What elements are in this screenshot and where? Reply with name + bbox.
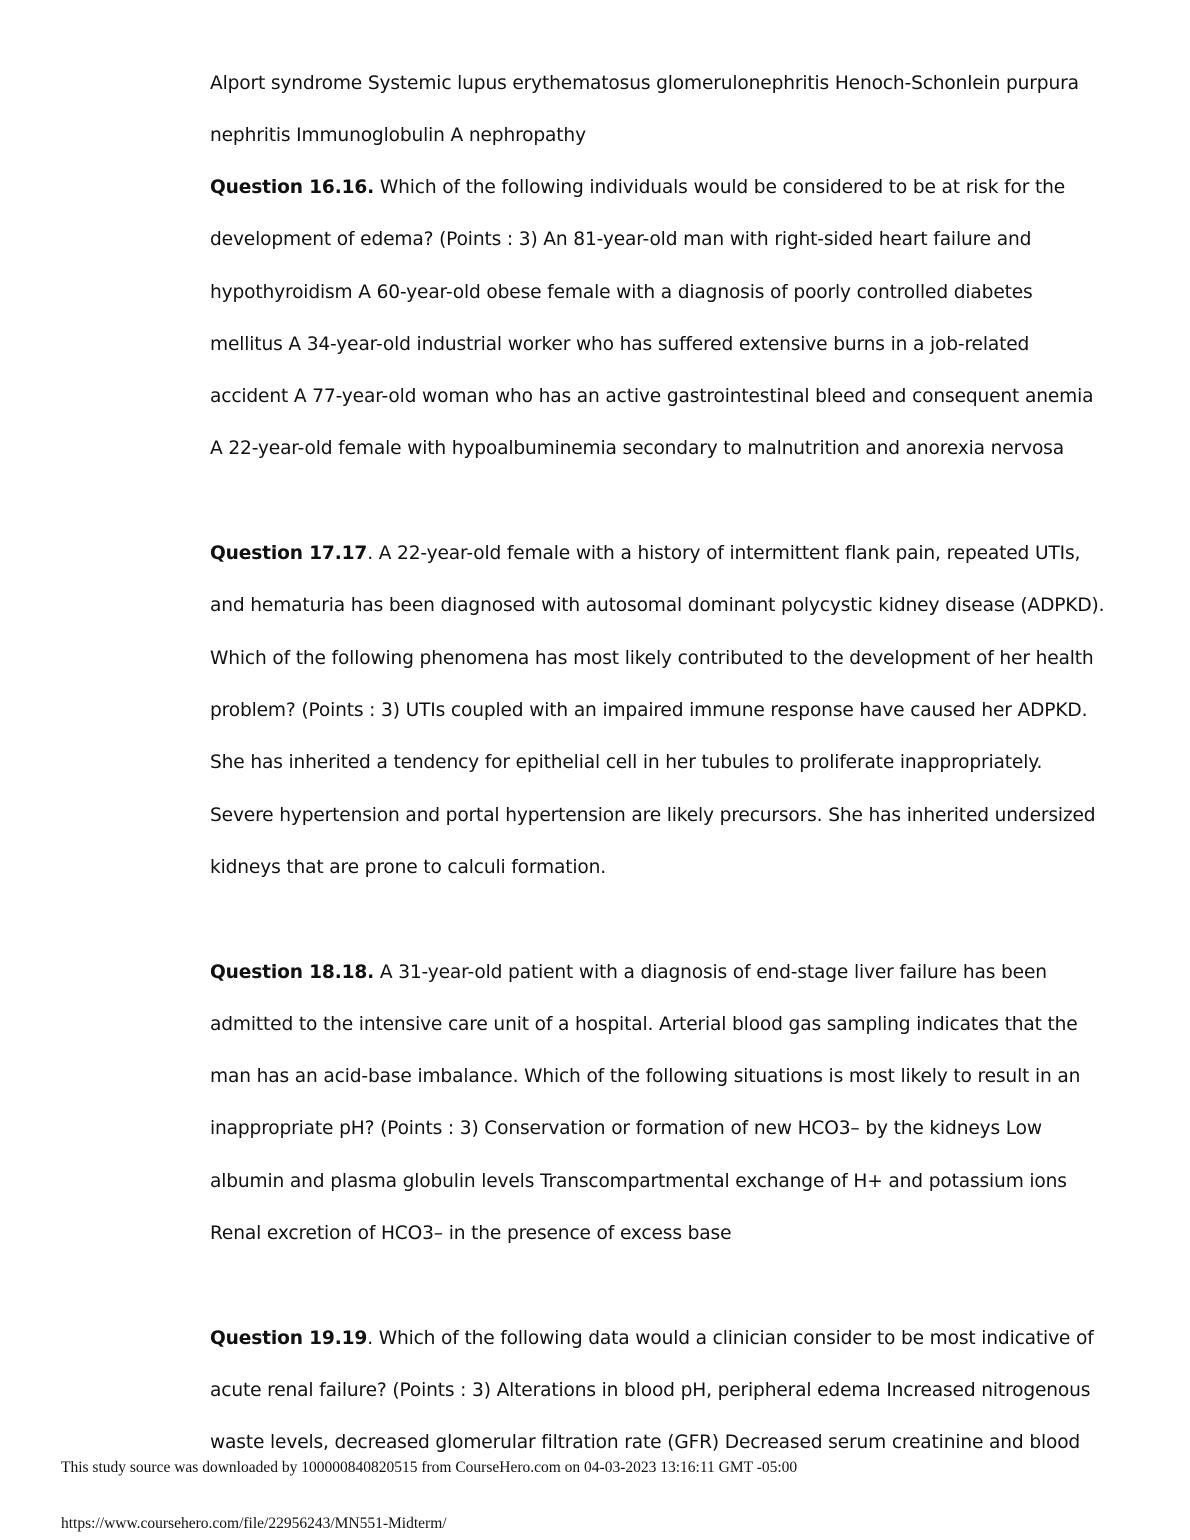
question-heading: Question 19.19	[210, 1328, 368, 1349]
line-text: admitted to the intensive care unit of a hospital. Arterial blood gas sampling indicates that the	[210, 1014, 1078, 1035]
line-text: kidneys that are prone to calculi formation.	[210, 857, 607, 878]
line-text: waste levels, decreased glomerular filtration rate (GFR) Decreased serum creatinine and blood	[210, 1432, 1081, 1453]
line-text: development of edema? (Points : 3) An 81-year-old man with right-sided heart failure and	[210, 229, 1032, 250]
text-line	[210, 751, 1042, 775]
line-text: A 31-year-old patient with a diagnosis of end-stage liver failure has been	[374, 962, 1047, 983]
line-text: Alport syndrome Systemic lupus erythematosus glomerulonephritis Henoch-Schonlein purpura	[210, 73, 1079, 94]
question-heading: Question 17.17	[210, 543, 368, 564]
question-18-line	[210, 961, 1047, 985]
text-line	[210, 385, 1093, 409]
text-line	[210, 281, 1033, 305]
line-text: problem? (Points : 3) UTIs coupled with an impaired immune response have caused her ADPKD.	[210, 700, 1088, 721]
text-line	[210, 1170, 1067, 1194]
question-19-line	[210, 1327, 1094, 1351]
text-line	[210, 647, 1094, 671]
question-16-line	[210, 176, 1065, 200]
line-text: Which of the following individuals would be considered to be at risk for the	[374, 177, 1066, 198]
text-line	[210, 856, 606, 880]
line-text: and hematuria has been diagnosed with autosomal dominant polycystic kidney disease (ADPKD).	[210, 595, 1105, 616]
text-line	[210, 1065, 1080, 1089]
text-line	[210, 1222, 731, 1246]
text-line	[210, 699, 1087, 723]
text-line	[210, 1013, 1078, 1037]
text-line	[210, 228, 1031, 252]
text-line	[210, 333, 1029, 357]
line-text: A 22-year-old female with hypoalbuminemia secondary to malnutrition and anorexia nervosa	[210, 438, 1064, 459]
line-text: nephritis Immunoglobulin A nephropathy	[210, 125, 586, 146]
text-line	[210, 124, 586, 148]
line-text: albumin and plasma globulin levels Transcompartmental exchange of H+ and potassium ions	[210, 1171, 1067, 1192]
question-heading: Question 16.16.	[210, 177, 375, 198]
line-text: man has an acid-base imbalance. Which of the following situations is most likely to result in an	[210, 1066, 1081, 1087]
line-text: Renal excretion of HCO3– in the presence of excess base	[210, 1223, 732, 1244]
line-text: . Which of the following data would a clinician consider to be most indicative of	[367, 1328, 1094, 1349]
question-17-line	[210, 542, 1080, 566]
line-text: acute renal failure? (Points : 3) Alterations in blood pH, peripheral edema Increased nitrogenous	[210, 1380, 1091, 1401]
line-text: Severe hypertension and portal hypertension are likely precursors. She has inherited undersized	[210, 805, 1096, 826]
line-text: . A 22-year-old female with a history of intermittent flank pain, repeated UTIs,	[367, 543, 1081, 564]
line-text: inappropriate pH? (Points : 3) Conservation or formation of new HCO3– by the kidneys Low	[210, 1118, 1042, 1139]
text-line	[210, 1431, 1080, 1455]
text-line	[210, 1379, 1090, 1403]
text-line	[210, 1117, 1042, 1141]
source-url[interactable]: https://www.coursehero.com/file/22956243/MN551-Midterm/	[61, 1515, 447, 1532]
line-text: mellitus A 34-year-old industrial worker who has suffered extensive burns in a job-related	[210, 334, 1030, 355]
line-text: accident A 77-year-old woman who has an active gastrointestinal bleed and consequent anemia	[210, 386, 1094, 407]
line-text: hypothyroidism A 60-year-old obese female with a diagnosis of poorly controlled diabetes	[210, 282, 1033, 303]
question-heading: Question 18.18.	[210, 962, 375, 983]
line-text: She has inherited a tendency for epithelial cell in her tubules to proliferate inappropriately.	[210, 752, 1043, 773]
line-text: Which of the following phenomena has most likely contributed to the development of her health	[210, 648, 1094, 669]
text-line	[210, 72, 1079, 96]
download-notice: This study source was downloaded by 100000840820515 from CourseHero.com on 04-03-2023 13:16:11 GMT -05:00	[61, 1459, 798, 1476]
text-line	[210, 594, 1104, 618]
text-line	[210, 437, 1064, 461]
text-line	[210, 804, 1095, 828]
